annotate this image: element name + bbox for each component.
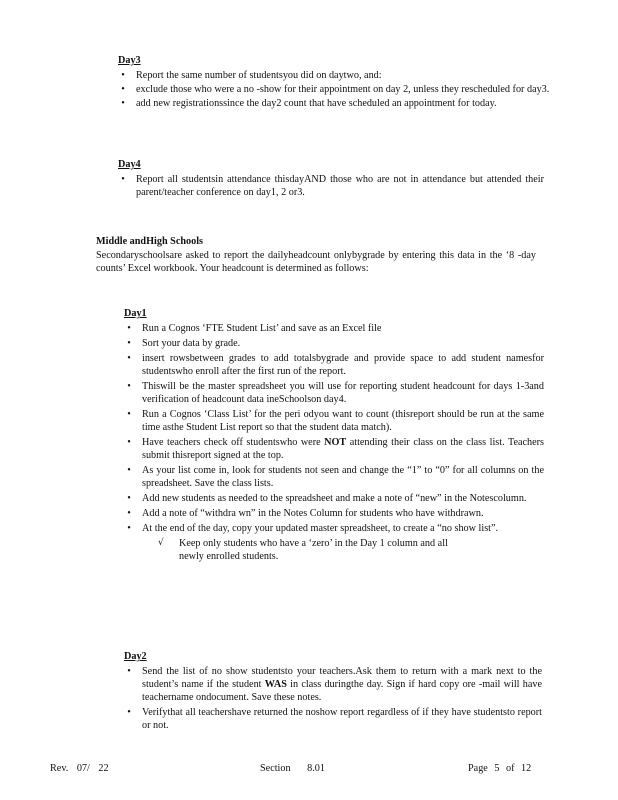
day4-heading: Day4 [118,159,141,170]
middle-high-heading: Middle andHigh Schools [96,236,203,247]
check-icon: √ [158,538,164,548]
footer-revision: Rev. 07/ 22 [50,763,109,774]
day2-list [124,665,542,732]
list-item: • Thiswill be the master spreadsheet you will use for reporting student headcount for days 1-3and verification of headcount data ineSchoolson day4. [124,380,544,406]
list-item: • Verifythat all teachershave returned the noshow report regardless of if they have studentsto report or not. [124,706,542,732]
day3-list [118,69,554,110]
bullet-icon: • [127,666,131,677]
day2-section [124,650,542,732]
bullet-icon: • [127,508,131,519]
day1-list [124,322,544,535]
emphasis-text: NOT [324,437,347,448]
bullet-icon: • [127,381,131,392]
day2-heading: Day2 [124,651,147,662]
list-item: • Add a note of “withdra wn” in the Notes Column for students who have withdrawn. [124,507,544,520]
list-item: • Report all studentsin attendance thisdayAND those who are not in attendance but attended their parent/teacher conference on day1, 2 or3. [118,173,544,199]
emphasis-text: WAS [264,679,287,690]
bullet-icon: • [127,493,131,504]
bullet-icon: • [121,84,125,95]
list-item: • exclude those who were a no -show for their appointment on day 2, unless they rescheduled for day3. [118,83,554,96]
day3-heading: Day3 [118,55,141,66]
bullet-icon: • [121,98,125,109]
list-item: • Report the same number of studentsyou did on daytwo, and: [118,69,554,82]
bullet-icon: • [127,465,131,476]
bullet-icon: • [121,174,125,185]
middle-high-intro: Secondaryschoolsare asked to report the dailyheadcount onlybygrade by entering this data in the ‘8 -day counts’ Excel workbook. Your headcount is determined as follows: [96,250,536,274]
bullet-icon: • [121,70,125,81]
bullet-icon: • [127,323,131,334]
bullet-icon: • [127,523,131,534]
list-item: • As your list come in, look for students not seen and change the “1” to “0” for all columns on the spreadsheet. Save the class lists. [124,464,544,490]
list-item: • insert rowsbetween grades to add totalsbygrade and provide space to add student namesfor studentswho enroll after the first run of the report. [124,352,544,378]
bullet-icon: • [127,409,131,420]
footer-page-number: Page 5 of 12 [468,763,532,774]
sub-list-item: √ Keep only students who have a ‘zero’ in the Day 1 column and all newly enrolled students. [158,538,448,562]
list-item: • add new registrationssince the day2 count that have scheduled an appointment for today. [118,97,554,110]
day3-section [118,54,554,110]
list-item: • Run a Cognos ‘FTE Student List’ and save as an Excel file [124,322,544,335]
bullet-icon: • [127,338,131,349]
day1-section [124,307,544,563]
list-item: • At the end of the day, copy your updated master spreadsheet, to create a “no show list”. [124,522,544,535]
bullet-icon: • [127,353,131,364]
bullet-icon: • [127,707,131,718]
day4-list [118,173,544,199]
list-item: • Send the list of no show studentsto your teachers.Ask them to return with a mark next to the student’s name if the student WAS in class duringthe day. Sign if hard copy ore -mail will have teachername ondocument. Save these notes. [124,665,542,704]
list-item: • Run a Cognos ‘Class List’ for the peri odyou want to count (thisreport should be run at the same time asthe Student List report so that the student data match). [124,408,544,434]
middle-high-section [96,235,536,275]
day4-section [118,158,544,199]
list-item: • Have teachers check off studentswho were NOT attending their class on the class list. Teachers submit thisreport signed at the top. [124,436,544,462]
footer-section: Section 8.01 [260,763,325,774]
day1-heading: Day1 [124,308,147,319]
list-item: • Sort your data by grade. [124,337,544,350]
bullet-icon: • [127,437,131,448]
list-item: • Add new students as needed to the spreadsheet and make a note of “new” in the Notescolumn. [124,492,544,505]
